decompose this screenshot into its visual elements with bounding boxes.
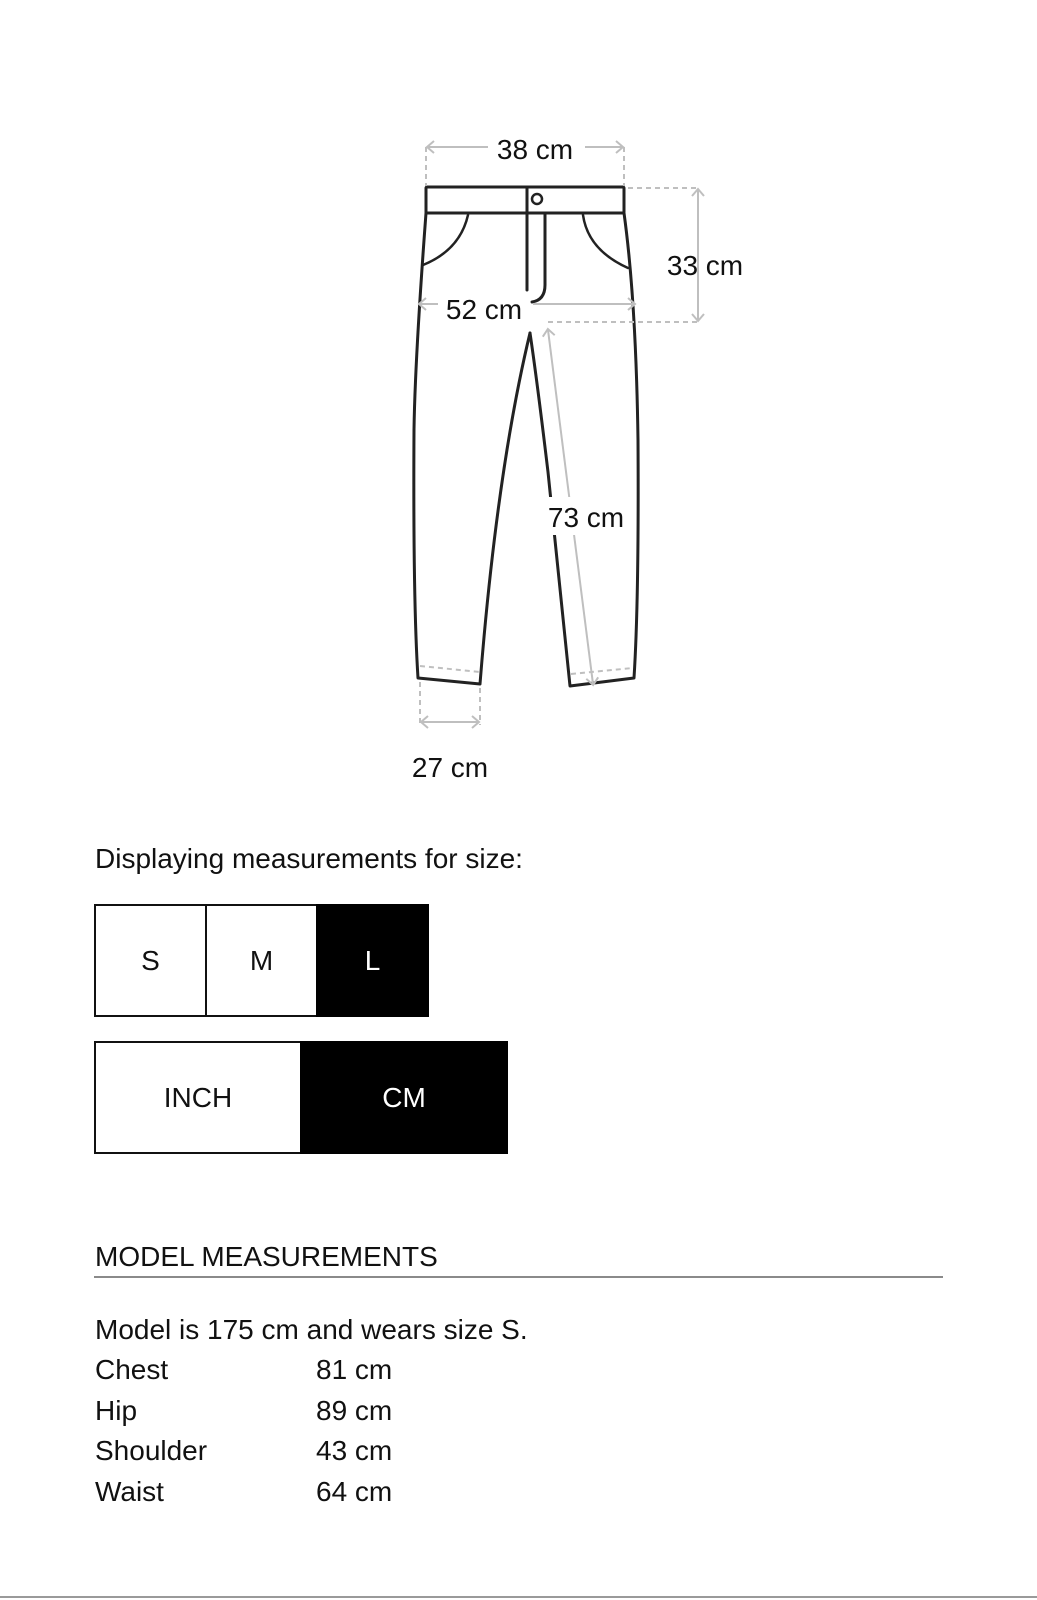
unit-option-cm[interactable]: CM: [300, 1041, 508, 1154]
model-intro-text: Model is 175 cm and wears size S.: [95, 1314, 528, 1345]
size-option-l[interactable]: L: [316, 904, 429, 1017]
measurement-label: Waist: [95, 1475, 164, 1507]
measurement-value: 89 cm: [316, 1394, 393, 1426]
size-selector-caption: Displaying measurements for size:: [95, 843, 523, 874]
pants-outline: [414, 187, 638, 686]
model-measurements-heading: MODEL MEASUREMENTS: [95, 1241, 438, 1272]
measurement-value: 81 cm: [316, 1354, 393, 1385]
measurement-value: 64 cm: [316, 1475, 393, 1507]
measurement-label: Chest: [95, 1354, 169, 1385]
table-row: [95, 1394, 392, 1435]
measurement-label: Hip: [95, 1394, 138, 1426]
hem-dashes: [420, 666, 633, 674]
size-selector: [94, 904, 429, 1017]
size-option-m[interactable]: M: [205, 904, 318, 1017]
table-row: [95, 1475, 392, 1516]
inseam-measurement-label: 73 cm: [547, 502, 625, 533]
measurement-label: Shoulder: [95, 1435, 208, 1466]
leg-opening-measurement-label: 27 cm: [411, 752, 489, 783]
leg-opening-dimension: [420, 682, 480, 725]
bottom-divider: [0, 1596, 1037, 1598]
measurement-value: 43 cm: [316, 1435, 393, 1466]
section-divider: [94, 1276, 943, 1278]
rise-measurement-label: 33 cm: [666, 250, 744, 281]
waist-measurement-label: 38 cm: [496, 134, 574, 165]
unit-option-inch[interactable]: INCH: [94, 1041, 302, 1154]
size-option-s[interactable]: S: [94, 904, 207, 1017]
table-row: [95, 1353, 392, 1394]
model-measurements-table: [95, 1353, 392, 1515]
hip-measurement-label: 52 cm: [445, 294, 523, 325]
table-row: [95, 1434, 392, 1475]
unit-toggle: [94, 1041, 508, 1154]
